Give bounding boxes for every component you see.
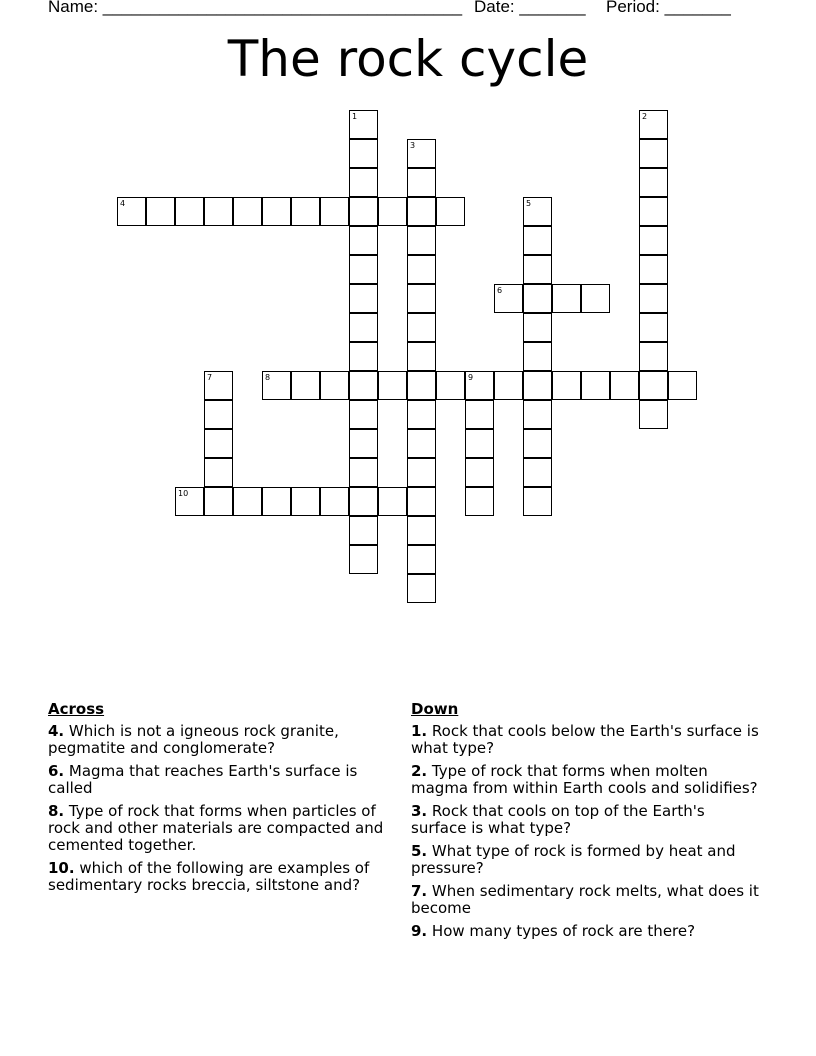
crossword-cell[interactable] [494,371,523,400]
crossword-cell[interactable] [291,371,320,400]
crossword-cell[interactable] [465,429,494,458]
crossword-cell[interactable] [204,458,233,487]
crossword-cell[interactable] [523,255,552,284]
down-clue-2 [411,763,761,797]
crossword-cell[interactable] [407,313,436,342]
name-field[interactable]: Name: ______________________________________ [48,0,463,16]
crossword-cell[interactable] [204,197,233,226]
clue-number-label: 3 [410,141,416,150]
crossword-cell[interactable] [349,400,378,429]
crossword-cell[interactable] [349,371,378,400]
crossword-cell[interactable] [407,458,436,487]
crossword-cell[interactable] [233,197,262,226]
page-title: The rock cycle [227,30,589,88]
clue-number-label: 5 [526,199,532,208]
crossword-cell[interactable] [407,574,436,603]
crossword-cell[interactable] [465,400,494,429]
crossword-cell[interactable] [639,168,668,197]
crossword-cell[interactable] [523,371,552,400]
crossword-cell[interactable] [320,197,349,226]
crossword-cell[interactable] [204,371,233,400]
crossword-cell[interactable] [523,313,552,342]
clue-number-label: 2 [642,112,648,121]
clue-number-label: 6 [497,286,503,295]
crossword-cell[interactable] [407,168,436,197]
crossword-cell[interactable] [378,197,407,226]
crossword-cell[interactable] [639,313,668,342]
crossword-cell[interactable] [146,197,175,226]
crossword-cell[interactable] [204,487,233,516]
clue-number-label: 9 [468,373,474,382]
clue-text: Type of rock that forms when particles of rock and other materials are compacted and cemented together. [48,802,384,854]
clue-number-label: 4 [120,199,126,208]
crossword-cell[interactable] [436,197,465,226]
clue-number: 3. [411,802,428,820]
across-clue-4 [48,723,393,757]
clue-number: 6. [48,762,65,780]
crossword-cell[interactable] [465,458,494,487]
crossword-cell[interactable] [117,197,146,226]
across-clue-10 [48,860,393,894]
crossword-cell[interactable] [639,255,668,284]
crossword-cell[interactable] [349,458,378,487]
down-clue-3 [411,803,761,837]
clue-text: What type of rock is formed by heat and pressure? [411,842,736,877]
crossword-cell[interactable] [407,400,436,429]
crossword-cell[interactable] [320,487,349,516]
crossword-cell[interactable] [407,371,436,400]
crossword-cell[interactable] [349,110,378,139]
crossword-cell[interactable] [465,371,494,400]
crossword-cell[interactable] [523,284,552,313]
clue-number-label: 10 [178,489,189,498]
clue-number: 7. [411,882,428,900]
crossword-cell[interactable] [407,342,436,371]
crossword-cell[interactable] [349,255,378,284]
clue-text: which of the following are examples of sedimentary rocks breccia, siltstone and? [48,859,370,894]
down-clue-9 [411,923,761,940]
crossword-cell[interactable] [407,284,436,313]
crossword-cell[interactable] [291,197,320,226]
crossword-cell[interactable] [639,371,668,400]
crossword-cell[interactable] [552,284,581,313]
across-heading: Across [48,700,105,718]
crossword-cell[interactable] [581,371,610,400]
clue-text: When sedimentary rock melts, what does it become [411,882,759,917]
crossword-cell[interactable] [523,226,552,255]
down-clue-1 [411,723,761,757]
crossword-cell[interactable] [349,487,378,516]
crossword-cell[interactable] [639,110,668,139]
crossword-cell[interactable] [407,139,436,168]
crossword-cell[interactable] [523,458,552,487]
crossword-cell[interactable] [233,487,262,516]
clue-number: 9. [411,922,428,940]
crossword-cell[interactable] [349,284,378,313]
crossword-cell[interactable] [349,342,378,371]
crossword-cell[interactable] [523,342,552,371]
crossword-cell[interactable] [523,487,552,516]
crossword-cell[interactable] [639,342,668,371]
crossword-cell[interactable] [494,284,523,313]
clue-number: 8. [48,802,65,820]
crossword-cell[interactable] [320,371,349,400]
crossword-cell[interactable] [523,197,552,226]
crossword-cell[interactable] [407,255,436,284]
down-clue-7 [411,883,761,917]
crossword-cell[interactable] [204,400,233,429]
clue-number: 1. [411,722,428,740]
clue-number: 5. [411,842,428,860]
clue-text: Rock that cools on top of the Earth's surface is what type? [411,802,705,837]
clue-text: Rock that cools below the Earth's surface is what type? [411,722,759,757]
crossword-cell[interactable] [523,429,552,458]
crossword-cell[interactable] [262,487,291,516]
crossword-cell[interactable] [349,429,378,458]
down-clues [411,701,761,946]
crossword-cell[interactable] [610,371,639,400]
clue-text: How many types of rock are there? [431,922,696,940]
crossword-cell[interactable] [175,197,204,226]
crossword-cell[interactable] [262,371,291,400]
crossword-cell[interactable] [407,545,436,574]
crossword-cell[interactable] [639,197,668,226]
crossword-cell[interactable] [552,371,581,400]
crossword-cell[interactable] [465,487,494,516]
clue-text: Which is not a igneous rock granite, pegmatite and conglomerate? [48,722,339,757]
crossword-cell[interactable] [291,487,320,516]
clue-text: Magma that reaches Earth's surface is called [48,762,358,797]
clue-text: Type of rock that forms when molten magma from within Earth cools and solidifies? [411,762,758,797]
crossword-cell[interactable] [639,226,668,255]
date-field[interactable]: Date: _______ [474,0,586,16]
crossword-cell[interactable] [407,429,436,458]
period-field[interactable]: Period: _______ [606,0,731,16]
crossword-cell[interactable] [407,226,436,255]
crossword-cell[interactable] [349,516,378,545]
crossword-cell[interactable] [639,400,668,429]
crossword-cell[interactable] [262,197,291,226]
clue-number: 4. [48,722,65,740]
across-clue-8 [48,803,393,854]
crossword-cell[interactable] [407,516,436,545]
crossword-cell[interactable] [581,284,610,313]
crossword-cell[interactable] [349,545,378,574]
crossword-cell[interactable] [639,139,668,168]
crossword-cell[interactable] [378,371,407,400]
down-clue-5 [411,843,761,877]
down-heading: Down [411,700,459,718]
crossword-cell[interactable] [639,284,668,313]
crossword-cell[interactable] [407,197,436,226]
across-clues [48,701,393,900]
crossword-cell[interactable] [349,197,378,226]
crossword-cell[interactable] [349,139,378,168]
crossword-cell[interactable] [378,487,407,516]
clue-number-label: 8 [265,373,271,382]
clue-number-label: 7 [207,373,213,382]
crossword-cell[interactable] [668,371,697,400]
clue-number: 10. [48,859,75,877]
crossword-cell[interactable] [175,487,204,516]
crossword-cell[interactable] [349,168,378,197]
crossword-cell[interactable] [349,226,378,255]
crossword-cell[interactable] [523,400,552,429]
clue-number: 2. [411,762,428,780]
crossword-cell[interactable] [349,313,378,342]
crossword-cell[interactable] [204,429,233,458]
crossword-cell[interactable] [436,371,465,400]
across-clue-6 [48,763,393,797]
clue-number-label: 1 [352,112,358,121]
crossword-cell[interactable] [407,487,436,516]
